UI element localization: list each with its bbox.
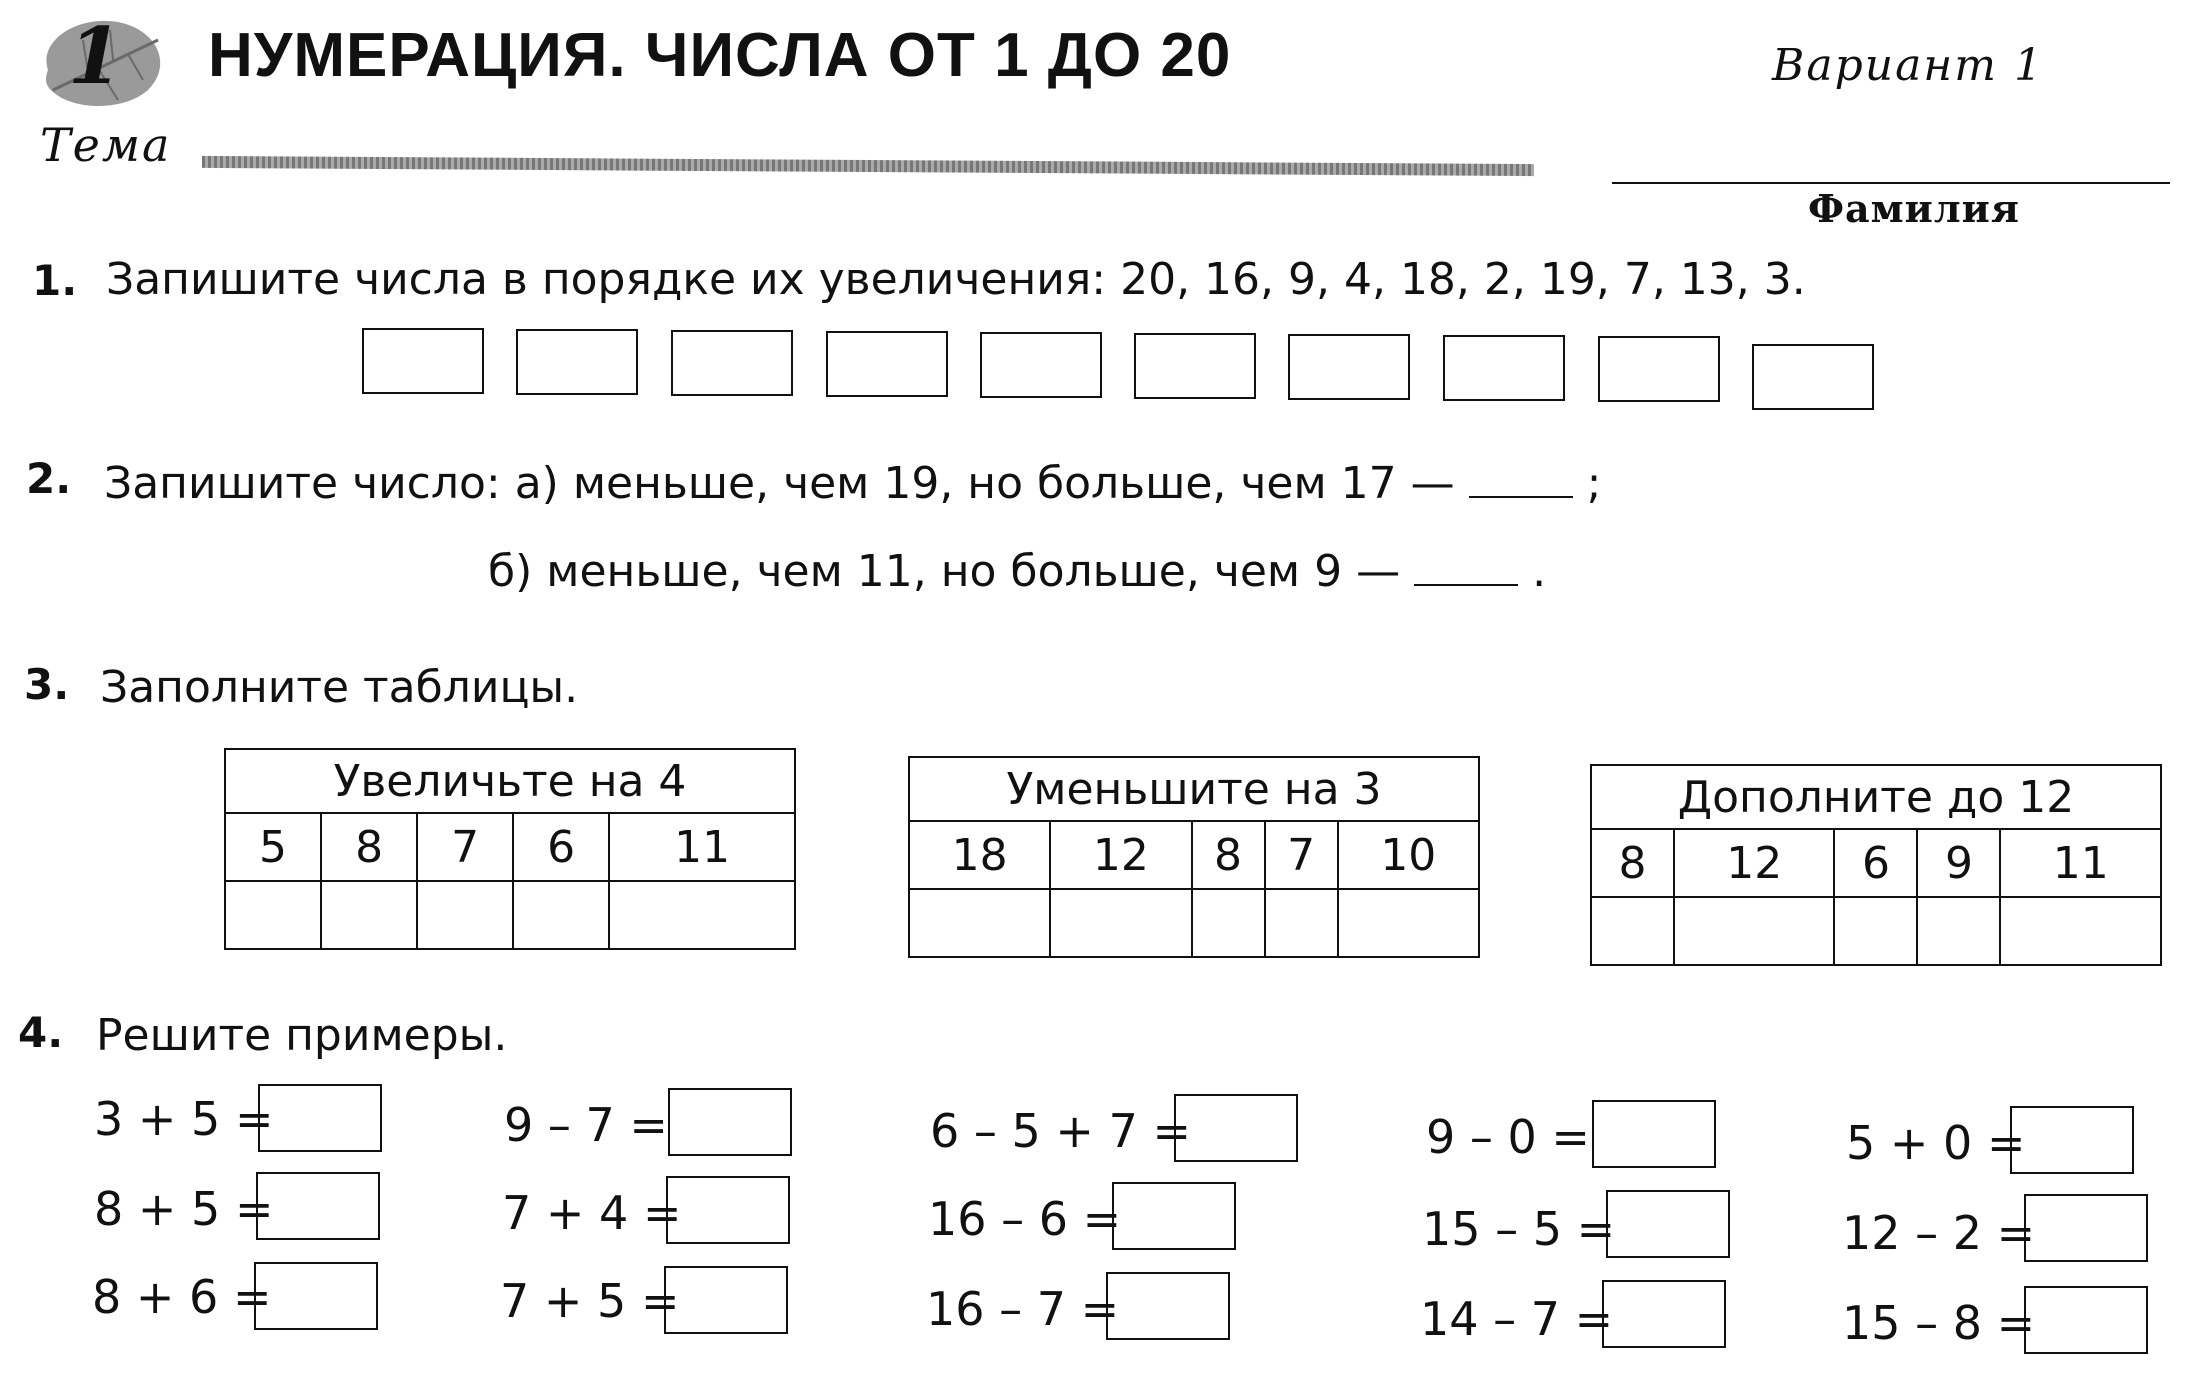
example-expression: 8 + 5 = [94,1182,274,1236]
table-value: 9 [1917,829,2000,897]
task4-number: 4. [18,1008,64,1057]
example-answer-box[interactable] [666,1176,790,1244]
example-expression: 15 – 8 = [1842,1296,2036,1350]
surname-field[interactable] [1612,182,2170,184]
task2-text-b: б) меньше, чем 11, но больше, чем 9 — [488,546,1401,597]
table-value: 7 [417,813,513,881]
example-answer-box[interactable] [668,1088,792,1156]
table-answer-cell[interactable] [1834,897,1917,965]
table-value: 6 [513,813,609,881]
order-box-2[interactable] [516,329,638,395]
task2-text-a: Запишите число: а) меньше, чем 19, но больше, чем 17 — [104,458,1455,509]
table-value: 8 [1591,829,1674,897]
table-decrease [908,756,1480,958]
task2-answer-a[interactable] [1469,490,1573,498]
table-value: 8 [321,813,417,881]
task2-answer-b[interactable] [1414,578,1518,586]
title-underline-bar [202,156,1534,176]
table-value: 12 [1050,821,1191,889]
table-answer-cell[interactable] [1050,889,1191,957]
order-box-4[interactable] [826,331,948,397]
example-expression: 7 + 5 = [500,1274,680,1328]
example-expression: 3 + 5 = [94,1092,274,1146]
surname-label: Фамилия [1808,186,2020,231]
table-answer-cell[interactable] [609,881,795,949]
theme-label: Тема [40,118,172,172]
task2-line-a [104,458,1601,509]
example-answer-box[interactable] [1602,1280,1726,1348]
example-answer-box[interactable] [254,1262,378,1330]
task3-text: Заполните таблицы. [100,662,579,713]
table-value: 6 [1834,829,1917,897]
example-answer-box[interactable] [664,1266,788,1334]
table-value: 18 [909,821,1050,889]
task3-number: 3. [24,660,70,709]
order-box-9[interactable] [1598,336,1720,402]
table-answer-cell[interactable] [909,889,1050,957]
page-title: НУМЕРАЦИЯ. ЧИСЛА ОТ 1 ДО 20 [208,21,1232,90]
table-value: 12 [1674,829,1834,897]
example-answer-box[interactable] [1174,1094,1298,1162]
example-answer-box[interactable] [1592,1100,1716,1168]
order-box-3[interactable] [671,330,793,396]
order-box-7[interactable] [1288,334,1410,400]
table-complement [1590,764,2162,966]
order-box-1[interactable] [362,328,484,394]
table-answer-cell[interactable] [1265,889,1338,957]
example-expression: 7 + 4 = [502,1186,682,1240]
task2-number: 2. [26,454,72,503]
table-answer-cell[interactable] [1338,889,1479,957]
task1-text: Запишите числа в порядке их увеличения: 20, 16, 9, 4, 18, 2, 19, 7, 13, 3. [106,254,1806,305]
example-answer-box[interactable] [2010,1106,2134,1174]
table-title: Увеличьте на 4 [225,749,795,813]
table-value: 11 [609,813,795,881]
table-answer-cell[interactable] [225,881,321,949]
example-expression: 14 – 7 = [1420,1292,1614,1346]
example-answer-box[interactable] [258,1084,382,1152]
table-value: 10 [1338,821,1479,889]
order-box-8[interactable] [1443,335,1565,401]
order-box-5[interactable] [980,332,1102,398]
table-answer-cell[interactable] [1917,897,2000,965]
table-title: Уменьшите на 3 [909,757,1479,821]
variant-label: Вариант 1 [1772,40,2044,91]
example-expression: 12 – 2 = [1842,1206,2036,1260]
task2-line-b [488,546,1546,597]
task1-number: 1. [32,256,78,305]
example-expression: 16 – 7 = [926,1282,1120,1336]
table-answer-cell[interactable] [321,881,417,949]
table-answer-cell[interactable] [2000,897,2161,965]
example-answer-box[interactable] [1112,1182,1236,1250]
table-value: 5 [225,813,321,881]
example-expression: 16 – 6 = [928,1192,1122,1246]
example-answer-box[interactable] [256,1172,380,1240]
example-answer-box[interactable] [1606,1190,1730,1258]
table-answer-cell[interactable] [1192,889,1265,957]
table-value: 8 [1192,821,1265,889]
example-expression: 9 – 0 = [1426,1110,1590,1164]
example-expression: 6 – 5 + 7 = [930,1104,1191,1158]
table-answer-cell[interactable] [513,881,609,949]
table-increase [224,748,796,950]
example-answer-box[interactable] [1106,1272,1230,1340]
task4-text: Решите примеры. [96,1010,508,1061]
theme-number: 1 [68,11,123,102]
order-box-6[interactable] [1134,333,1256,399]
example-expression: 9 – 7 = [504,1098,668,1152]
example-answer-box[interactable] [2024,1286,2148,1354]
task2-suffix-b: . [1532,546,1547,597]
table-answer-cell[interactable] [1674,897,1834,965]
example-answer-box[interactable] [2024,1194,2148,1262]
example-expression: 5 + 0 = [1846,1116,2026,1170]
table-answer-cell[interactable] [1591,897,1674,965]
example-expression: 15 – 5 = [1422,1202,1616,1256]
table-value: 11 [2000,829,2161,897]
table-title: Дополните до 12 [1591,765,2161,829]
table-value: 7 [1265,821,1338,889]
task2-suffix-a: ; [1586,458,1602,509]
table-answer-cell[interactable] [417,881,513,949]
example-expression: 8 + 6 = [92,1270,272,1324]
order-box-10[interactable] [1752,344,1874,410]
